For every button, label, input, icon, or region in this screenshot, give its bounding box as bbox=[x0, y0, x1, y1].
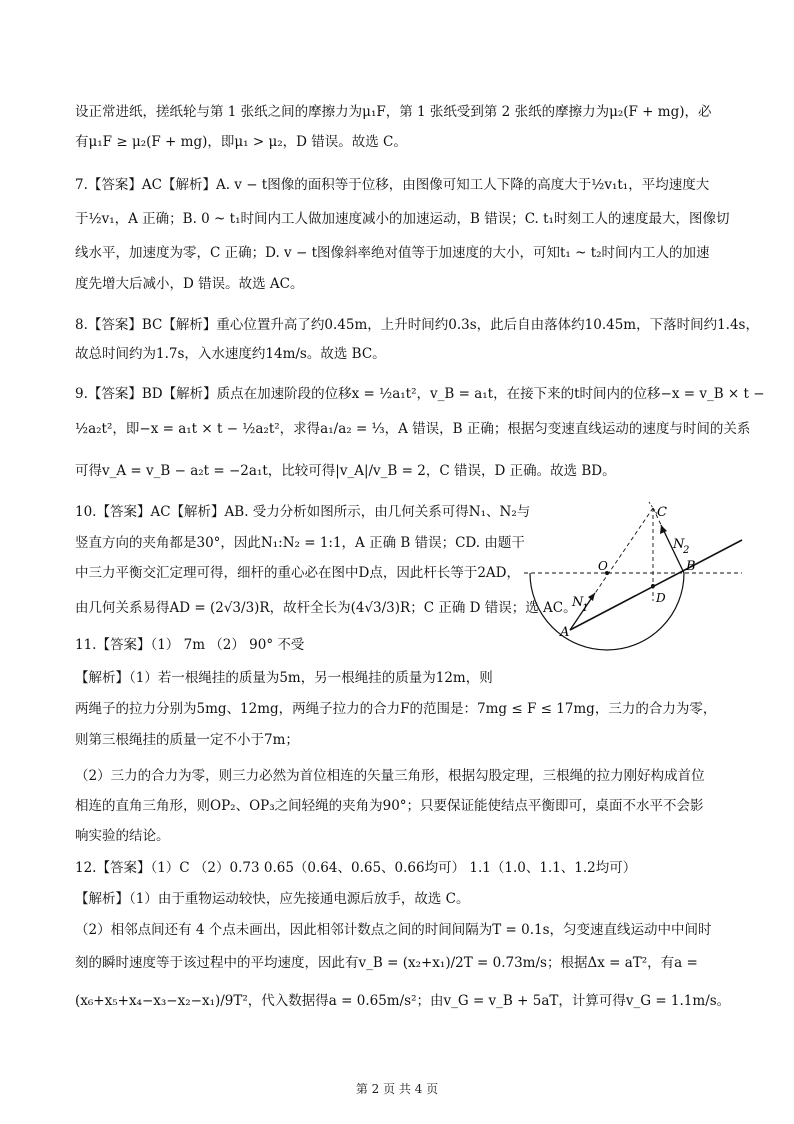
label-a: A bbox=[560, 625, 570, 640]
text-line: 7.【答案】AC【解析】A. v − t图像的面积等于位移，由图像可知工人下降的高度大于½v₁t₁，平均速度大 bbox=[75, 177, 710, 193]
text-line: 【解析】（1）由于重物运动较快，应先接通电源后放手，故选 C。 bbox=[75, 891, 470, 907]
text-line: 10.【答案】AC【解析】AB. 受力分析如图所示，由几何关系可得N₁、N₂与 bbox=[75, 504, 531, 520]
n1-arrowhead bbox=[588, 593, 595, 601]
text-line: 线水平，加速度为零，C 正确；D. v − t图像斜率绝对值等于加速度的大小，可知t₁ ~ t₂时间内工人的加速 bbox=[75, 245, 710, 261]
label-b: B bbox=[686, 559, 696, 574]
rod bbox=[570, 540, 742, 630]
text-line: 可得v_A = v_B − a₂t = −2a₁t，比较可得|v_A|/v_B = 2，C 错误，D 正确。故选 BD。 bbox=[75, 463, 616, 479]
text-line: 12.【答案】（1）C （2）0.73 0.65（0.64、0.65、0.66均可） 1.1（1.0、1.1、1.2均可） bbox=[75, 860, 637, 876]
text-line: 【解析】（1）若一根绳挂的质量为5m，另一根绳挂的质量为12m，则 bbox=[75, 670, 493, 686]
text-line: 11.【答案】（1） 7m （2） 90° 不受 bbox=[75, 637, 305, 653]
label-c: C bbox=[657, 505, 667, 520]
text-line: ½a₂t²，即−x = a₁t × t − ½a₂t²，求得a₁/a₂ = ⅓，A 错误，B 正确；根据匀变速直线运动的速度与时间的关系 bbox=[75, 421, 751, 437]
text-line: (x₆+x₅+x₄−x₃−x₂−x₁)/9T²，代入数据得a = 0.65m/s²；由v_G = v_B + 5aT，计算可得v_G = 1.1m/s。 bbox=[75, 993, 731, 1009]
text-line: 度先增大后减小，D 错误。故选 AC。 bbox=[75, 276, 304, 292]
label-d: D bbox=[656, 591, 666, 605]
text-line: 设正常进纸，搓纸轮与第 1 张纸之间的摩擦力为μ₁F，第 1 张纸受到第 2 张纸的摩擦力为μ₂(F + mg)，必 bbox=[75, 104, 712, 120]
page-footer: 第 2 页 共 4 页 bbox=[355, 1082, 439, 1096]
label-n2-sub: 2 bbox=[683, 545, 690, 556]
point-d bbox=[651, 584, 655, 588]
text-line: 相连的直角三角形，则OP₂、OP₃之间轻绳的夹角为90°；只要保证能使结点平衡即可，桌面不水平不会影 bbox=[75, 798, 704, 814]
label-n1: N bbox=[572, 595, 584, 610]
force-diagram bbox=[520, 498, 750, 668]
label-n1-sub: 1 bbox=[582, 603, 589, 614]
text-line: 有μ₁F ≥ μ₂(F + mg)，即μ₁ > μ₂，D 错误。故选 C。 bbox=[75, 134, 407, 150]
text-line: 故总时间约为1.7s，入水速度约14m/s。故选 BC。 bbox=[75, 346, 386, 362]
text-line: 则第三根绳挂的质量一定不小于7m； bbox=[75, 732, 299, 748]
text-line: 8.【答案】BC【解析】重心位置升高了约0.45m，上升时间约0.3s，此后自由落体约10.45m，下落时间约1.4s， bbox=[75, 317, 759, 333]
text-line: 竖直方向的夹角都是30°，因此N₁:N₂ = 1:1，A 正确 B 错误；CD. 由题干 bbox=[75, 535, 525, 551]
text-line: 于½v₁，A 正确；B. 0 ~ t₁时间内工人做加速度减小的加速运动，B 错误；C. t₁时刻工人的速度最大，图像切 bbox=[75, 211, 730, 227]
label-n2: N bbox=[673, 537, 685, 552]
n2-arrowhead bbox=[660, 525, 667, 534]
text-line: 由几何关系易得AD = (2√3/3)R，故杆全长为(4√3/3)R；C 正确 D 错误；选 AC。 bbox=[75, 600, 577, 616]
text-line: 响实验的结论。 bbox=[75, 828, 170, 844]
text-line: 中三力平衡交汇定理可得，细杆的重心必在图中D点，因此杆长等于2AD， bbox=[75, 565, 520, 581]
text-line: （2）三力的合力为零，则三力必然为首位相连的矢量三角形，根据勾股定理，三根绳的拉力刚好构成首位 bbox=[75, 768, 705, 784]
text-line: 9.【答案】BD【解析】质点在加速阶段的位移x = ½a₁t²，v_B = a₁t，在接下来的t时间内的位移−x = v_B × t − bbox=[75, 386, 765, 402]
text-line: 刻的瞬时速度等于该过程中的平均速度，因此有v_B = (x₂+x₁)/2T = 0.73m/s；根据Δx = aT²，有a = bbox=[75, 955, 698, 971]
text-line: （2）相邻点间还有 4 个点未画出，因此相邻计数点之间的时间间隔为T = 0.1s，匀变速直线运动中中间时 bbox=[75, 922, 712, 938]
text-line: 两绳子的拉力分别为5mg、12mg，两绳子拉力的合力F的范围是：7mg ≤ F ≤ 17mg，三力的合力为零， bbox=[75, 701, 717, 717]
label-o: O bbox=[598, 559, 608, 573]
